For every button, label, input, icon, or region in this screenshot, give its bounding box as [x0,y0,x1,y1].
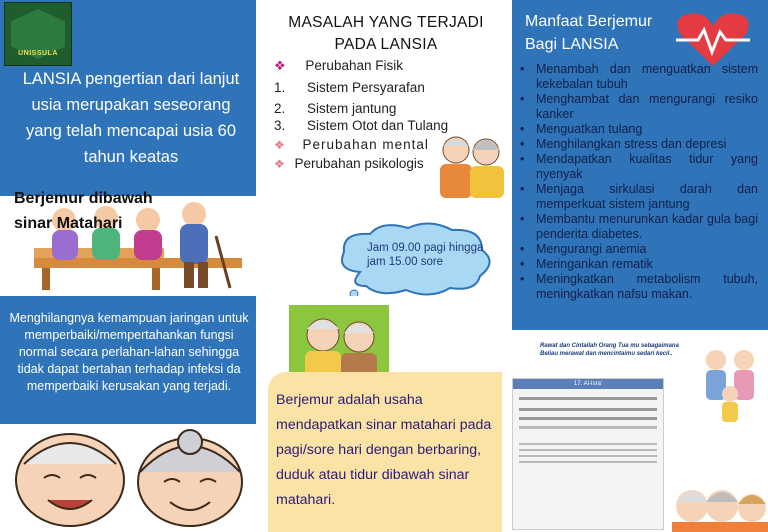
list-item: • Mengurangi anemia [518,242,758,257]
logo-text: UNISSULA [18,50,58,57]
diamond-icon: ❖ [274,157,285,171]
document-page: 17. Al-Isra' [512,378,664,530]
family-illustration [698,344,764,424]
elderly-couple-illustration [434,134,508,198]
list-item-psychological: ❖ Perubahan psikologis [274,156,424,171]
list-item: • Menghambat dan mengurangi resiko kanker [518,92,758,122]
sunbathing-time: Jam 09.00 pagi hingga jam 15.00 sore [367,242,484,268]
list-item: • Menjaga sirkulasi darah dan memperkuat sistem jantung [518,182,758,212]
doc-heading: Rawat dan Cintailah Orang Tua mu sebagaimana Beliau merawat dan mencintaimu sedari kecil.. [540,343,679,357]
list-item: • Meringankan rematik [518,257,758,272]
list-item: • Mendapatkan kualitas tidur yang nyenyak [518,152,758,182]
loss-description: Menghilangnya kemampuan jaringan untuk memperbaiki/mempertahankan fungsi normal secara perlahan-lahan sehingga tidak dapat bertahan terhadap infeksi da memperbaiki kerusakan yang terjadi. [9,311,249,393]
sunbathing-title: Berjemur dibawah sinar Matahari [14,190,153,232]
problems-title: MASALAH YANG TERJADI PADA LANSIA [288,14,484,53]
heart-icon [672,10,754,68]
list-item: • Menambah dan menguatkan sistem kekebalan tubuh [518,62,758,92]
sunbathing-definition: Berjemur adalah usaha mendapatkan sinar matahari pada pagi/sore hari dengan berbaring, duduk atau tidur dibawah sinar matahari. [276,392,492,508]
list-item: • Meningkatkan metabolism tubuh, meningkatkan nafsu makan. [518,272,758,302]
lansia-definition: LANSIA pengertian dari lanjut usia merupakan seseorang yang telah mencapai usia 60 tahun keatas [22,70,240,166]
university-logo [4,2,72,66]
elderly-thinking-illustration [289,305,389,381]
diamond-icon: ❖ [274,138,285,152]
list-item-muscle: 3. Sistem Otot dan Tulang [274,118,449,133]
benefits-list [518,62,758,302]
list-item-heart: 2. Sistem jantung [274,101,397,116]
diamond-icon: ❖ [274,58,286,73]
benefits-title: Manfaat Berjemur Bagi LANSIA [525,13,653,53]
list-item-mental: ❖ Perubahan mental [274,137,429,152]
elderly-faces-illustration [8,428,248,528]
list-item-nervous: 1. Sistem Persyarafan [274,80,425,95]
list-item: • Menguatkan tulang [518,122,758,137]
elderly-smiling-illustration [672,480,768,532]
left-panel [0,0,256,532]
list-item-physical: ❖ Perubahan Fisik [274,58,403,73]
list-item: • Menghilangkan stress dan depresi [518,137,758,152]
quran-document-image [512,330,768,532]
list-item: • Membantu menurunkan kadar gula bagi penderita diabetes. [518,212,758,242]
